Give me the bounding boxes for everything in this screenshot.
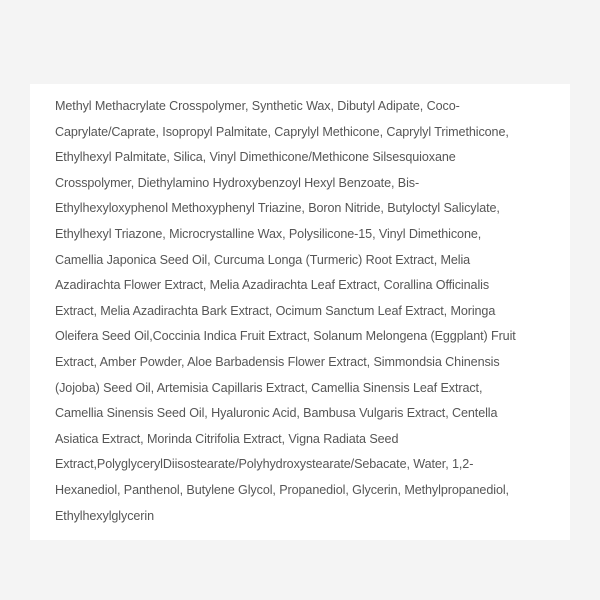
ingredients-line: Extract,PolyglycerylDiisostearate/Polyhydroxystearate/Sebacate, Water, 1,2- bbox=[55, 457, 474, 472]
ingredients-line: (Jojoba) Seed Oil, Artemisia Capillaris Extract, Camellia Sinensis Leaf Extract, bbox=[55, 380, 483, 395]
ingredients-line: Hexanediol, Panthenol, Butylene Glycol, Propanediol, Glycerin, Methylpropanediol, bbox=[55, 482, 509, 497]
ingredients-line: Asiatica Extract, Morinda Citrifolia Extract, Vigna Radiata Seed bbox=[55, 431, 399, 446]
ingredients-line: Camellia Japonica Seed Oil, Curcuma Longa (Turmeric) Root Extract, Melia bbox=[55, 252, 471, 267]
ingredients-line: Ethylhexyl Palmitate, Silica, Vinyl Dimethicone/Methicone Silsesquioxane bbox=[55, 150, 456, 165]
ingredients-card bbox=[30, 84, 570, 540]
ingredients-line: Crosspolymer, Diethylamino Hydroxybenzoyl Hexyl Benzoate, Bis- bbox=[55, 175, 420, 190]
ingredients-line: Caprylate/Caprate, Isopropyl Palmitate, Caprylyl Methicone, Caprylyl Trimethicone, bbox=[55, 124, 509, 139]
ingredients-line: Ethylhexylglycerin bbox=[55, 508, 154, 523]
ingredients-line: Methyl Methacrylate Crosspolymer, Synthetic Wax, Dibutyl Adipate, Coco- bbox=[55, 99, 460, 113]
ingredients-list bbox=[55, 94, 544, 529]
ingredients-line: Ethylhexyloxyphenol Methoxyphenyl Triazine, Boron Nitride, Butyloctyl Salicylate, bbox=[55, 201, 500, 216]
ingredients-line: Extract, Amber Powder, Aloe Barbadensis Flower Extract, Simmondsia Chinensis bbox=[55, 354, 500, 369]
ingredients-line: Camellia Sinensis Seed Oil, Hyaluronic Acid, Bambusa Vulgaris Extract, Centella bbox=[55, 406, 498, 421]
ingredients-line: Extract, Melia Azadirachta Bark Extract, Ocimum Sanctum Leaf Extract, Moringa bbox=[55, 303, 496, 318]
ingredients-line: Oleifera Seed Oil,Coccinia Indica Fruit Extract, Solanum Melongena (Eggplant) Fruit bbox=[55, 329, 516, 344]
ingredients-line: Ethylhexyl Triazone, Microcrystalline Wax, Polysilicone-15, Vinyl Dimethicone, bbox=[55, 226, 482, 241]
ingredients-line: Azadirachta Flower Extract, Melia Azadirachta Leaf Extract, Corallina Officinalis bbox=[55, 278, 490, 293]
